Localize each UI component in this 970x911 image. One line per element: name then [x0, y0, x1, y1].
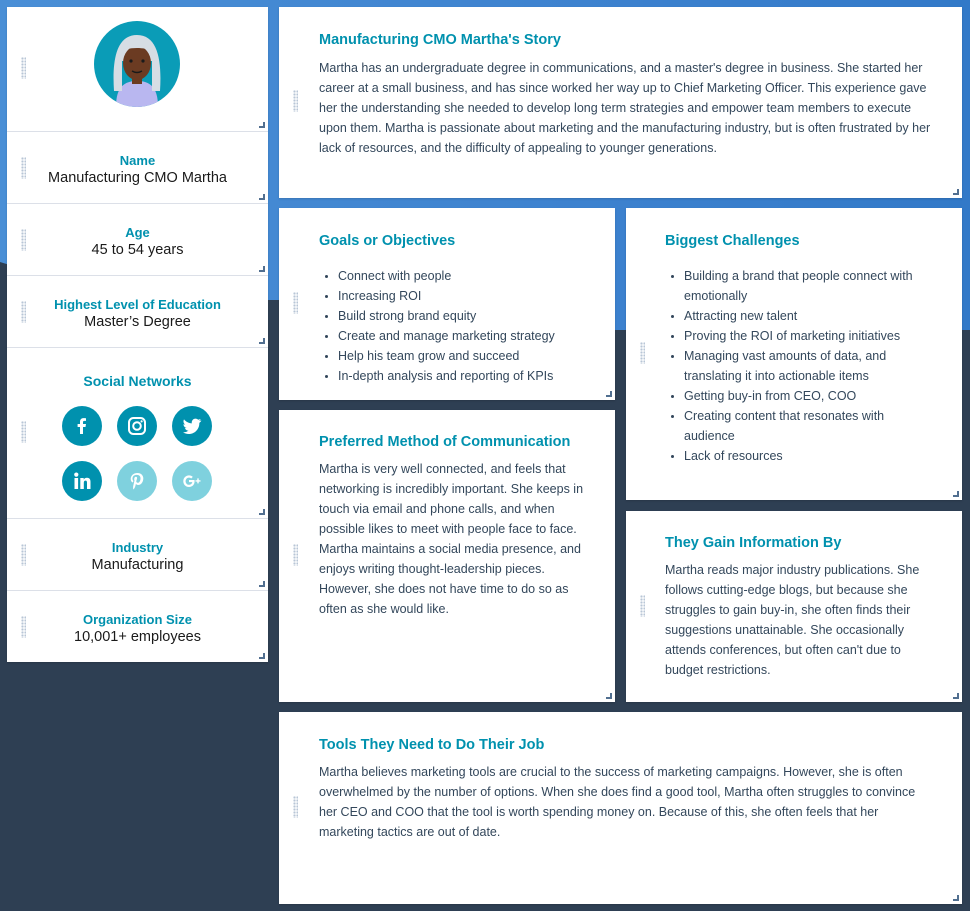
resize-handle[interactable]	[259, 581, 265, 587]
industry-value: Manufacturing	[91, 557, 184, 573]
tools-card[interactable]	[279, 712, 962, 904]
drag-handle[interactable]	[293, 90, 298, 112]
challenges-card[interactable]	[626, 208, 962, 500]
goals-list	[319, 266, 609, 386]
resize-handle[interactable]	[259, 338, 265, 344]
drag-handle[interactable]	[640, 342, 645, 364]
list-item: Help his team grow and succeed	[319, 346, 609, 366]
drag-handle[interactable]	[293, 796, 298, 818]
industry-label: Industry	[111, 540, 164, 555]
tools-text: Martha believes marketing tools are crucial to the success of marketing campaigns. However, she is often overwhelmed by the number of options. When she does find a good tool, Martha often struggles to convince her CEO and COO that the tool is worth spending money on. Because of this, she often feels that her marketing tactics are out of date.	[319, 765, 916, 839]
age-label: Age	[125, 225, 150, 240]
goals-card[interactable]	[279, 208, 615, 400]
age-value: 45 to 54 years	[91, 242, 184, 258]
drag-handle[interactable]	[293, 544, 298, 566]
avatar	[94, 21, 180, 107]
organization-size-label: Organization Size	[82, 612, 193, 627]
twitter-icon[interactable]	[172, 406, 212, 446]
industry-card[interactable]	[7, 519, 268, 591]
drag-handle[interactable]	[21, 57, 26, 79]
story-text: Martha has an undergraduate degree in communications, and a master's degree in business. She started her career at a small business, and has since worked her way up to Chief Marketing Officer. This experience gave her the understanding she needed to develop long term strategies and empower team members to execute upon them. Martha is passionate about marketing and the manufacturing industry, but is often frustrated by her lack of resources, and the difficulty of appealing to younger generations.	[319, 61, 931, 155]
list-item: Building a brand that people connect with emotionally	[665, 266, 920, 306]
story-card[interactable]	[279, 7, 962, 198]
name-value: Manufacturing CMO Martha	[48, 170, 227, 186]
resize-handle[interactable]	[259, 194, 265, 200]
organization-size-card[interactable]	[7, 591, 268, 662]
story-title: Manufacturing CMO Martha's Story	[319, 32, 561, 48]
list-item: Lack of resources	[665, 446, 920, 466]
list-item: Attracting new talent	[665, 306, 920, 326]
list-item: Proving the ROI of marketing initiatives	[665, 326, 920, 346]
organization-size-value: 10,001+ employees	[74, 629, 201, 645]
resize-handle[interactable]	[953, 491, 959, 497]
communication-card[interactable]	[279, 410, 615, 702]
drag-handle[interactable]	[21, 421, 26, 443]
list-item: Connect with people	[319, 266, 609, 286]
communication-title: Preferred Method of Communication	[319, 434, 571, 450]
resize-handle[interactable]	[953, 189, 959, 195]
resize-handle[interactable]	[606, 693, 612, 699]
information-text: Martha reads major industry publications. She follows cutting-edge blogs, but because she struggles to gain buy-in, she often finds their suggestions unattainable. She occasionally attends conferences, but often can't due to budget restrictions.	[665, 563, 920, 677]
list-item: Build strong brand equity	[319, 306, 609, 326]
list-item: In-depth analysis and reporting of KPIs	[319, 366, 609, 386]
social-networks-card[interactable]	[7, 348, 268, 519]
list-item: Managing vast amounts of data, and translating it into actionable items	[665, 346, 920, 386]
goals-title: Goals or Objectives	[319, 233, 456, 249]
list-item: Getting buy-in from CEO, COO	[665, 386, 920, 406]
resize-handle[interactable]	[259, 509, 265, 515]
education-label: Highest Level of Education	[54, 297, 221, 312]
instagram-icon[interactable]	[117, 406, 157, 446]
resize-handle[interactable]	[259, 266, 265, 272]
name-label: Name	[119, 153, 156, 168]
education-card[interactable]	[7, 276, 268, 348]
tools-title: Tools They Need to Do Their Job	[319, 737, 545, 753]
google-plus-icon[interactable]	[172, 461, 212, 501]
resize-handle[interactable]	[259, 122, 265, 128]
resize-handle[interactable]	[606, 391, 612, 397]
list-item: Create and manage marketing strategy	[319, 326, 609, 346]
challenges-list	[665, 266, 920, 466]
age-card[interactable]	[7, 204, 268, 276]
challenges-title: Biggest Challenges	[665, 233, 800, 249]
information-title: They Gain Information By	[665, 535, 842, 551]
information-card[interactable]	[626, 511, 962, 702]
facebook-icon[interactable]	[62, 406, 102, 446]
linkedin-icon[interactable]	[62, 461, 102, 501]
drag-handle[interactable]	[640, 595, 645, 617]
pinterest-icon[interactable]	[117, 461, 157, 501]
social-networks-label: Social Networks	[83, 373, 192, 389]
list-item: Creating content that resonates with audience	[665, 406, 920, 446]
communication-text: Martha is very well connected, and feels that networking is incredibly important. She keeps in touch via email and phone calls, and when possible likes to meet with people face to face. Martha maintains a social media presence, and enjoys writing thought-leadership pieces. However, she does not have time to do so as often as she would like.	[319, 462, 584, 616]
drag-handle[interactable]	[293, 292, 298, 314]
resize-handle[interactable]	[953, 895, 959, 901]
avatar-card[interactable]	[7, 7, 268, 132]
resize-handle[interactable]	[953, 693, 959, 699]
name-card[interactable]	[7, 132, 268, 204]
list-item: Increasing ROI	[319, 286, 609, 306]
education-value: Master’s Degree	[84, 314, 191, 330]
resize-handle[interactable]	[259, 653, 265, 659]
